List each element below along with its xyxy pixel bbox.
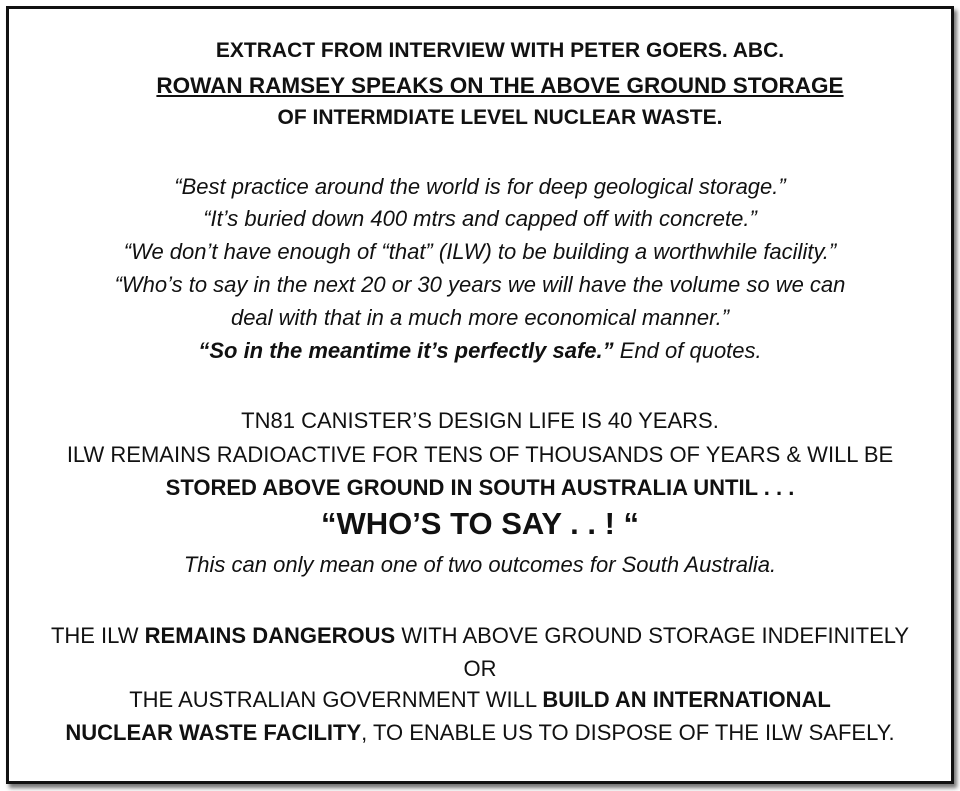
outcome-3-suffix: , TO ENABLE US TO DISPOSE OF THE ILW SAFELY. (361, 720, 895, 745)
outcome-1-prefix: THE ILW (50, 623, 145, 648)
outcome-or: OR (463, 656, 497, 681)
quote-line-4: “Who’s to say in the next 20 or 30 years we will have the volume so we can (114, 272, 846, 297)
outcome-1-suffix: WITH ABOVE GROUND STORAGE INDEFINITELY (395, 623, 910, 648)
fact-line-3: STORED ABOVE GROUND IN SOUTH AUSTRALIA UNTIL . . . (165, 475, 795, 500)
outcome-2-prefix: THE AUSTRALIAN GOVERNMENT WILL (129, 687, 543, 712)
quote-line-3: “We don’t have enough of “that” (ILW) to be building a worthwhile facility.” (123, 239, 837, 264)
fact-line-2: ILW REMAINS RADIOACTIVE FOR TENS OF THOUSANDS OF YEARS & WILL BE (66, 442, 894, 467)
quote-line-6 (9, 337, 951, 365)
quote-end-note: End of quotes. (613, 338, 762, 363)
who-to-say-heading: “WHO’S TO SAY . . ! “ (320, 506, 640, 541)
outcome-line-2 (9, 686, 951, 714)
outcome-1-emphasis: REMAINS DANGEROUS (144, 623, 396, 648)
outcome-line-1 (9, 622, 951, 650)
document-frame (6, 6, 954, 784)
outcome-2-emphasis: BUILD AN INTERNATIONAL (542, 687, 831, 712)
header-line-2: ROWAN RAMSEY SPEAKS ON THE ABOVE GROUND STORAGE (156, 73, 844, 98)
header-line-3: OF INTERMDIATE LEVEL NUCLEAR WASTE. (277, 106, 723, 129)
quote-line-2: “It’s buried down 400 mtrs and capped off with concrete.” (203, 206, 757, 231)
quote-line-5: deal with that in a much more economical manner.” (230, 305, 730, 330)
outcome-3-emphasis: NUCLEAR WASTE FACILITY (65, 720, 362, 745)
header-line-1: EXTRACT FROM INTERVIEW WITH PETER GOERS. ABC. (215, 39, 785, 62)
fact-line-1: TN81 CANISTER’S DESIGN LIFE IS 40 YEARS. (241, 408, 719, 433)
quote-emphasis: “So in the meantime it’s perfectly safe.” (198, 338, 614, 363)
outcome-line-3 (9, 719, 951, 747)
quote-line-1: “Best practice around the world is for deep geological storage.” (174, 174, 786, 199)
fact-line-5: This can only mean one of two outcomes for South Australia. (183, 552, 777, 577)
